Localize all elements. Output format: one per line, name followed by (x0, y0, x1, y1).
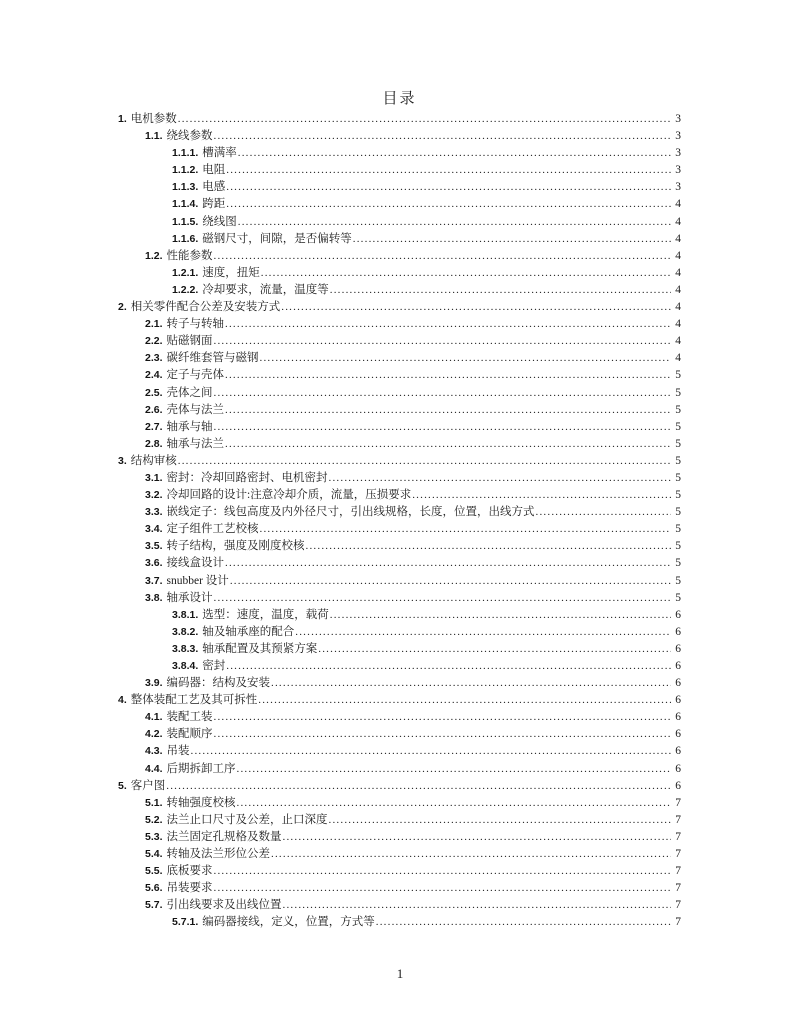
toc-entry-number: 1.2.1. (172, 266, 199, 279)
toc-entry-number: 2.5. (145, 386, 163, 399)
toc-entry-label: snubber 设计 (166, 574, 229, 587)
toc-entry-page: 6 (675, 694, 681, 707)
toc-entry-label: 绕线图 (202, 215, 237, 228)
toc-entry[interactable] (118, 332, 681, 349)
toc-entry-number: 5.2. (145, 813, 163, 826)
toc-entry[interactable] (118, 896, 681, 913)
toc-entry-number: 5.6. (145, 882, 163, 895)
toc-entry[interactable] (118, 674, 681, 691)
toc-entry-label: 转子与转轴 (166, 318, 225, 331)
toc-entry[interactable] (118, 708, 681, 725)
toc-entry[interactable] (118, 110, 681, 127)
toc-entry-page: 7 (675, 813, 681, 826)
toc-entry[interactable] (118, 760, 681, 777)
toc-entry-label: 碳纤维套管与磁钢 (166, 352, 259, 365)
dot-leader (214, 421, 671, 433)
toc-entry-number: 1.1.5. (172, 215, 199, 228)
dot-leader (237, 797, 671, 809)
dot-leader (237, 763, 671, 775)
toc-entry-page: 5 (675, 574, 681, 587)
toc-entry-label: 贴磁钢面 (166, 335, 213, 348)
toc-entry-label: 电阻 (202, 164, 226, 177)
toc-entry[interactable] (118, 725, 681, 742)
toc-entry-number: 3.8.3. (172, 642, 199, 655)
toc-entry-label: 法兰止口尺寸及公差，止口深度 (166, 813, 328, 826)
toc-entry[interactable] (118, 503, 681, 520)
toc-entry-page: 5 (675, 369, 681, 382)
dot-leader (230, 575, 671, 587)
dot-leader (214, 130, 671, 142)
toc-entry[interactable] (118, 845, 681, 862)
toc-entry-page: 5 (675, 557, 681, 570)
toc-entry[interactable] (118, 452, 681, 469)
toc-entry-number: 5.1. (145, 796, 163, 809)
dot-leader (214, 250, 671, 262)
toc-entry-page: 6 (675, 728, 681, 741)
toc-entry-label: 相关零件配合公差及安装方式 (130, 301, 281, 314)
dot-leader (226, 660, 671, 672)
toc-entry-number: 1.1.6. (172, 232, 199, 245)
dot-leader (258, 694, 671, 706)
toc-entry-page: 6 (675, 779, 681, 792)
toc-title: 目录 (382, 91, 417, 107)
toc-entry-label: 吊装要求 (166, 882, 213, 895)
toc-entry-label: 跨距 (202, 198, 226, 211)
toc-entry[interactable] (118, 554, 681, 571)
toc-entry-number: 3.2. (145, 489, 163, 502)
dot-leader (261, 267, 671, 279)
dot-leader (238, 147, 671, 159)
toc-entry-number: 3.5. (145, 540, 163, 553)
toc-entry-page: 5 (675, 506, 681, 519)
toc-entry-page: 4 (675, 249, 681, 262)
dot-leader (225, 369, 671, 381)
dot-leader (214, 728, 671, 740)
toc-entry-page: 7 (675, 830, 681, 843)
dot-leader (329, 472, 671, 484)
toc-entry-number: 1.1. (145, 130, 163, 143)
dot-leader (283, 899, 671, 911)
toc-entry-number: 2.6. (145, 403, 163, 416)
toc-entry[interactable] (118, 828, 681, 845)
toc-entry-label: 编码器：结构及安装 (166, 677, 271, 690)
toc-entry[interactable] (118, 213, 681, 230)
dot-leader (271, 677, 671, 689)
toc-entry-number: 5.5. (145, 865, 163, 878)
toc-entry[interactable] (118, 572, 681, 589)
toc-entry-label: 性能参数 (166, 249, 213, 262)
toc-entry[interactable] (118, 794, 681, 811)
toc-entry-page: 6 (675, 625, 681, 638)
toc-entry-number: 5.4. (145, 848, 163, 861)
toc-entry[interactable] (118, 691, 681, 708)
toc-entry[interactable] (118, 862, 681, 879)
toc-entry-number: 1.1.3. (172, 181, 199, 194)
toc-entry-label: 磁钢尺寸，间隙，是否偏转等 (202, 232, 352, 245)
toc-entry-label: 引出线要求及出线位置 (166, 899, 282, 912)
dot-leader (225, 438, 671, 450)
toc-entry-page: 4 (675, 232, 681, 245)
dot-leader (330, 609, 671, 621)
toc-entry[interactable] (118, 435, 681, 452)
dot-leader (238, 216, 671, 228)
toc-entry-page: 3 (675, 181, 681, 194)
toc-entry-page: 5 (675, 437, 681, 450)
toc-entry[interactable] (118, 520, 681, 537)
toc-entry-number: 4. (118, 694, 127, 707)
toc-entry[interactable] (118, 879, 681, 896)
dot-leader (330, 284, 671, 296)
toc-entry-page: 5 (675, 523, 681, 536)
toc-entry-label: 装配顺序 (166, 728, 213, 741)
toc-entry[interactable] (118, 640, 681, 657)
toc-list (118, 110, 681, 931)
toc-entry-label: 编码器接线，定义，位置，方式等 (202, 916, 375, 929)
toc-entry[interactable] (118, 247, 681, 264)
toc-entry-number: 3.8.1. (172, 608, 199, 621)
toc-entry-page: 6 (675, 711, 681, 724)
footer-page-number: 1 (396, 966, 404, 981)
toc-entry[interactable] (118, 230, 681, 247)
toc-entry-label: 密封：冷却回路密封、电机密封 (166, 471, 328, 484)
toc-entry[interactable] (118, 298, 681, 315)
toc-entry-number: 3.8.4. (172, 660, 199, 672)
toc-entry[interactable] (118, 178, 681, 195)
toc-entry-label: 槽满率 (202, 147, 237, 160)
dot-leader (225, 318, 671, 330)
dot-leader (178, 113, 671, 125)
toc-entry[interactable] (118, 264, 681, 281)
dot-leader (318, 643, 671, 655)
dot-leader (281, 301, 671, 313)
toc-entry-label: 密封 (202, 660, 226, 672)
toc-entry-number: 5.7. (145, 899, 163, 912)
toc-entry-number: 5. (118, 779, 127, 792)
toc-entry-page: 4 (675, 352, 681, 365)
dot-leader (214, 882, 671, 894)
toc-entry-page: 4 (675, 318, 681, 331)
toc-entry[interactable] (118, 281, 681, 298)
toc-entry-page: 3 (675, 147, 681, 160)
toc-entry-number: 3.4. (145, 523, 163, 536)
toc-entry-page: 6 (675, 762, 681, 775)
toc-entry-label: 轴承与法兰 (166, 437, 225, 450)
dot-leader (166, 780, 671, 792)
toc-entry-page: 5 (675, 540, 681, 553)
toc-entry-page: 5 (675, 591, 681, 604)
toc-entry-number: 1.2. (145, 249, 163, 262)
toc-entry-page: 5 (675, 386, 681, 399)
toc-entry[interactable] (118, 401, 681, 418)
toc-entry-label: 轴承与轴 (166, 420, 213, 433)
dot-leader (226, 164, 671, 176)
toc-entry-page: 6 (675, 660, 681, 672)
toc-entry[interactable] (118, 144, 681, 161)
toc-entry[interactable] (118, 127, 681, 144)
toc-entry-page: 7 (675, 848, 681, 861)
toc-entry-label: 轴及轴承座的配合 (202, 625, 295, 638)
toc-entry[interactable] (118, 469, 681, 486)
toc-entry-label: 冷却要求，流量，温度等 (202, 283, 329, 296)
toc-entry-label: 后期拆卸工序 (166, 762, 236, 775)
toc-entry[interactable] (118, 623, 681, 640)
dot-leader (225, 557, 671, 569)
toc-entry-label: 转子结构，强度及刚度校核 (166, 540, 305, 553)
toc-entry[interactable] (118, 537, 681, 554)
toc-entry-number: 2.8. (145, 437, 163, 450)
dot-leader (214, 711, 671, 723)
toc-entry-number: 2.4. (145, 369, 163, 382)
dot-leader (225, 404, 671, 416)
toc-entry-label: 客户图 (130, 779, 166, 792)
toc-entry-number: 4.3. (145, 745, 163, 758)
toc-entry-number: 4.4. (145, 762, 163, 775)
toc-entry-number: 3.1. (145, 471, 163, 484)
toc-entry[interactable] (118, 657, 681, 674)
toc-entry-number: 3.8. (145, 591, 163, 604)
toc-entry-page: 6 (675, 677, 681, 690)
toc-entry[interactable] (118, 589, 681, 606)
toc-entry-page: 3 (675, 130, 681, 143)
toc-entry-label: 速度，扭矩 (202, 266, 260, 279)
dot-leader (376, 916, 671, 928)
toc-entry-label: 接线盒设计 (166, 557, 225, 570)
toc-entry[interactable] (118, 777, 681, 794)
toc-entry-number: 1.1.1. (172, 147, 199, 160)
toc-entry[interactable] (118, 195, 681, 212)
toc-entry-number: 2.3. (145, 352, 163, 365)
toc-entry-number: 1.1.2. (172, 164, 199, 177)
dot-leader (306, 540, 671, 552)
toc-entry-number: 2.1. (145, 318, 163, 331)
toc-entry[interactable] (118, 811, 681, 828)
toc-entry-number: 1.2.2. (172, 283, 199, 296)
dot-leader (214, 865, 671, 877)
toc-entry-page: 6 (675, 608, 681, 621)
dot-leader (271, 848, 671, 860)
toc-entry-number: 3. (118, 454, 127, 467)
toc-entry-number: 5.7.1. (172, 916, 199, 929)
toc-entry-page: 5 (675, 471, 681, 484)
dot-leader (260, 352, 671, 364)
dot-leader (329, 814, 671, 826)
dot-leader (295, 626, 671, 638)
toc-entry-number: 5.3. (145, 830, 163, 843)
toc-entry-label: 选型：速度，温度，载荷 (202, 608, 329, 621)
toc-entry[interactable] (118, 742, 681, 759)
toc-entry-page: 3 (675, 113, 681, 125)
toc-entry-page: 7 (675, 899, 681, 912)
toc-entry-label: 绕线参数 (166, 130, 213, 143)
toc-entry-label: 装配工装 (166, 711, 213, 724)
toc-entry-label: 壳体之间 (166, 386, 213, 399)
dot-leader (226, 198, 671, 210)
toc-entry-page: 4 (675, 283, 681, 296)
toc-entry-label: 定子组件工艺校核 (166, 523, 259, 536)
toc-entry[interactable] (118, 418, 681, 435)
toc-entry-page: 5 (675, 403, 681, 416)
toc-entry[interactable] (118, 913, 681, 930)
toc-entry-page: 6 (675, 642, 681, 655)
toc-entry-page: 7 (675, 916, 681, 929)
dot-leader (536, 506, 671, 518)
toc-entry-page: 6 (675, 745, 681, 758)
toc-entry-label: 底板要求 (166, 865, 213, 878)
toc-entry-number: 1.1.4. (172, 198, 199, 211)
toc-entry-number: 2.2. (145, 335, 163, 348)
dot-leader (191, 745, 671, 757)
toc-entry[interactable] (118, 486, 681, 503)
toc-entry-label: 法兰固定孔规格及数量 (166, 830, 282, 843)
toc-entry-label: 吊装 (166, 745, 190, 758)
toc-entry-page: 7 (675, 796, 681, 809)
toc-entry[interactable] (118, 349, 681, 366)
toc-entry-page: 7 (675, 865, 681, 878)
dot-leader (214, 387, 671, 399)
toc-entry-number: 2. (118, 301, 127, 314)
dot-leader (226, 181, 671, 193)
toc-entry-page: 4 (675, 198, 681, 211)
toc-entry-number: 3.9. (145, 677, 163, 690)
toc-entry-label: 轴承配置及其预紧方案 (202, 642, 318, 655)
toc-entry[interactable] (118, 315, 681, 332)
toc-entry-number: 4.1. (145, 711, 163, 724)
toc-entry-label: 定子与壳体 (166, 369, 225, 382)
toc-entry-label: 嵌线定子：线包高度及内外径尺寸，引出线规格，长度，位置，出线方式 (166, 506, 535, 519)
toc-entry-page: 4 (675, 215, 681, 228)
toc-entry-number: 3.7. (145, 574, 163, 587)
toc-entry-number: 2.7. (145, 420, 163, 433)
toc-entry-label: 壳体与法兰 (166, 403, 225, 416)
toc-entry-page: 5 (675, 420, 681, 433)
toc-entry-number: 1. (118, 113, 127, 125)
toc-entry-label: 转轴强度校核 (166, 796, 236, 809)
dot-leader (412, 489, 671, 501)
toc-entry-number: 3.8.2. (172, 625, 199, 638)
toc-entry-page: 4 (675, 266, 681, 279)
toc-entry-page: 4 (675, 335, 681, 348)
toc-entry-label: 轴承设计 (166, 591, 213, 604)
toc-entry-label: 冷却回路的设计:注意冷却介质，流量，压损要求 (166, 489, 412, 502)
toc-entry[interactable] (118, 606, 681, 623)
dot-leader (214, 335, 671, 347)
toc-entry-label: 电机参数 (130, 113, 177, 125)
toc-entry-label: 电感 (202, 181, 226, 194)
toc-entry[interactable] (118, 366, 681, 383)
dot-leader (353, 233, 671, 245)
toc-entry-page: 4 (675, 301, 681, 314)
toc-entry-page: 7 (675, 882, 681, 895)
toc-entry-page: 5 (675, 489, 681, 502)
toc-entry-label: 整体装配工艺及其可拆性 (130, 694, 258, 707)
toc-entry-page: 3 (675, 164, 681, 177)
toc-entry-page: 5 (675, 454, 681, 467)
toc-entry[interactable] (118, 161, 681, 178)
dot-leader (178, 455, 671, 467)
toc-entry-label: 转轴及法兰形位公差 (166, 848, 271, 861)
toc-entry[interactable] (118, 384, 681, 401)
toc-entry-label: 结构审核 (130, 454, 177, 467)
toc-entry-number: 3.3. (145, 506, 163, 519)
dot-leader (260, 523, 671, 535)
toc-entry-number: 3.6. (145, 557, 163, 570)
toc-entry-number: 4.2. (145, 728, 163, 741)
dot-leader (214, 592, 671, 604)
dot-leader (283, 831, 671, 843)
